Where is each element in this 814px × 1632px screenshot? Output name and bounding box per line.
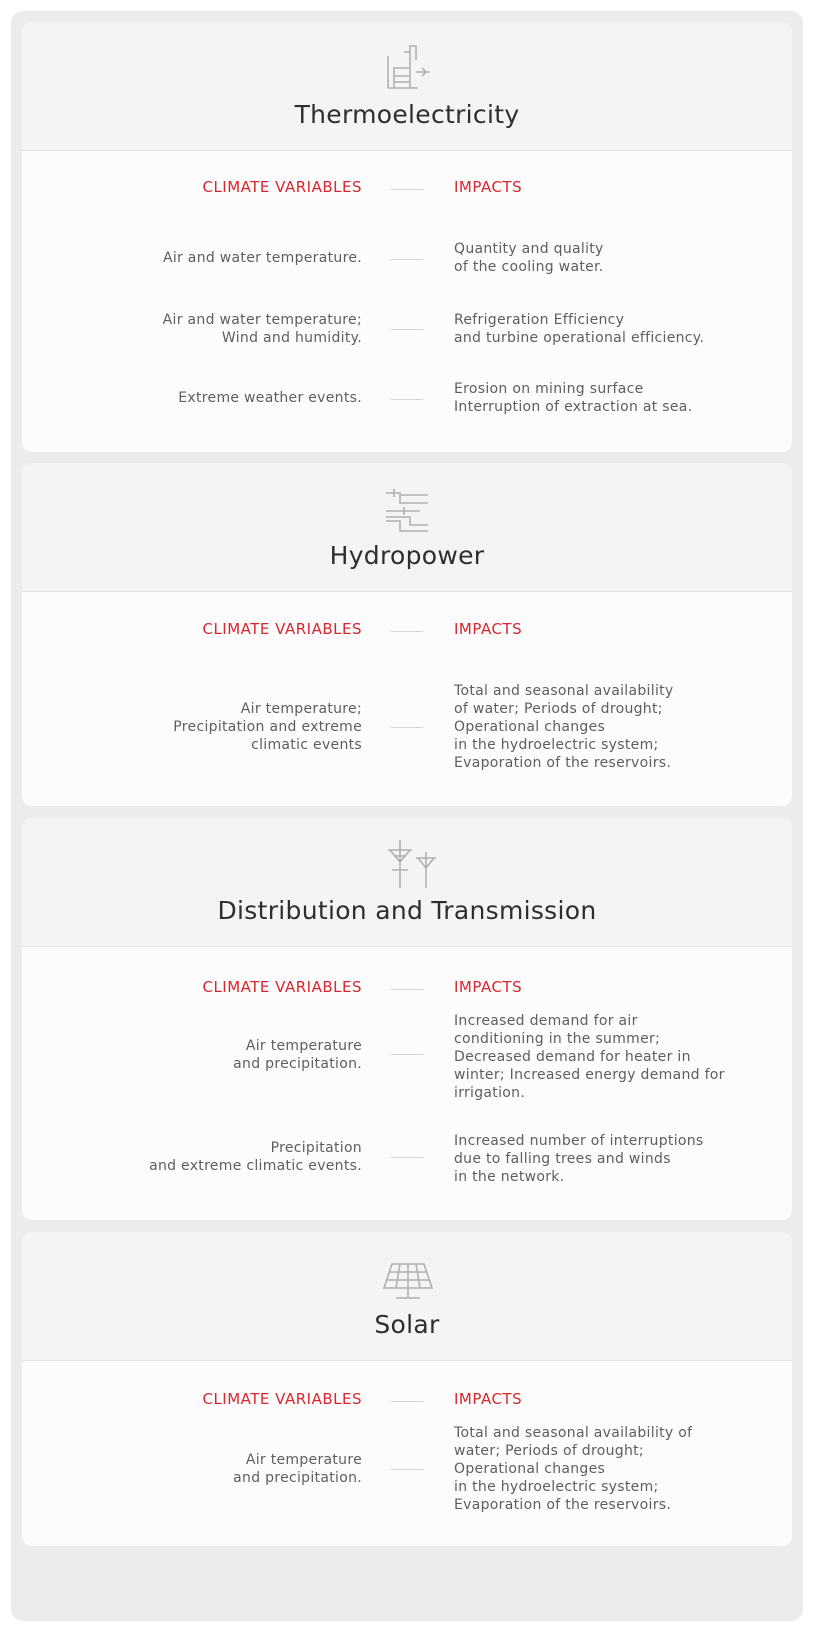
thermoelectricity-card bbox=[22, 22, 792, 452]
solar-panel-icon bbox=[380, 1250, 436, 1306]
solar-card bbox=[22, 1232, 792, 1546]
hydropower-card bbox=[22, 463, 792, 806]
divider-dash bbox=[391, 1054, 423, 1055]
climate-variable: Air temperature and precipitation. bbox=[233, 1038, 362, 1072]
column-headers bbox=[22, 620, 792, 640]
column-headers bbox=[22, 1390, 792, 1410]
divider-dash bbox=[391, 189, 423, 190]
impact: Erosion on mining surface Interruption of extraction at sea. bbox=[454, 381, 693, 415]
divider-dash bbox=[391, 727, 423, 728]
climate-variable: Air temperature and precipitation. bbox=[233, 1452, 362, 1486]
card-header bbox=[22, 818, 792, 947]
climate-variable: Air and water temperature; Wind and humidity. bbox=[162, 312, 362, 346]
column-headers bbox=[22, 178, 792, 198]
divider-dash bbox=[391, 329, 423, 330]
divider-dash bbox=[391, 1469, 423, 1470]
divider-dash bbox=[391, 1157, 423, 1158]
impact: Quantity and quality of the cooling water. bbox=[454, 241, 604, 275]
climate-variables-header: CLIMATE VARIABLES bbox=[202, 178, 362, 196]
section-title: Thermoelectricity bbox=[294, 100, 520, 129]
climate-variables-header: CLIMATE VARIABLES bbox=[202, 620, 362, 638]
divider-dash bbox=[391, 989, 423, 990]
impact: Total and seasonal availability of water; Periods of drought; Operational changes in the hydroelectric system; Evaporation of the reservoirs. bbox=[454, 1425, 693, 1513]
distribution-transmission-card bbox=[22, 818, 792, 1220]
impact: Refrigeration Efficiency and turbine operational efficiency. bbox=[454, 312, 705, 346]
impact: Increased number of interruptions due to falling trees and winds in the network. bbox=[454, 1133, 704, 1185]
impacts-header: IMPACTS bbox=[454, 1390, 523, 1408]
climate-variables-header: CLIMATE VARIABLES bbox=[202, 1390, 362, 1408]
climate-variable: Precipitation and extreme climatic events. bbox=[149, 1140, 362, 1174]
impacts-header: IMPACTS bbox=[454, 620, 523, 638]
column-headers bbox=[22, 978, 792, 998]
climate-variable: Extreme weather events. bbox=[178, 390, 362, 406]
impacts-header: IMPACTS bbox=[454, 978, 523, 996]
section-title: Solar bbox=[374, 1310, 440, 1339]
divider-dash bbox=[391, 631, 423, 632]
climate-variable: Air and water temperature. bbox=[162, 250, 362, 266]
transmission-tower-icon bbox=[380, 836, 436, 892]
hydropower-pipes-icon bbox=[380, 481, 436, 537]
impact: Total and seasonal availability of water; Periods of drought; Operational changes in the hydroelectric system; Evaporation of the reservoirs. bbox=[454, 683, 674, 771]
section-title: Distribution and Transmission bbox=[217, 896, 597, 925]
card-header bbox=[22, 22, 792, 151]
divider-dash bbox=[391, 1401, 423, 1402]
card-header bbox=[22, 463, 792, 592]
divider-dash bbox=[391, 259, 423, 260]
thermoelectric-plant-icon bbox=[380, 40, 436, 96]
section-title: Hydropower bbox=[329, 541, 485, 570]
divider-dash bbox=[391, 399, 423, 400]
card-header bbox=[22, 1232, 792, 1361]
impacts-header: IMPACTS bbox=[454, 178, 523, 196]
climate-variables-header: CLIMATE VARIABLES bbox=[202, 978, 362, 996]
climate-variable: Air temperature; Precipitation and extreme climatic events bbox=[173, 701, 362, 753]
impact: Increased demand for air conditioning in the summer; Decreased demand for heater in winter; Increased energy demand for irrigation. bbox=[454, 1013, 725, 1101]
